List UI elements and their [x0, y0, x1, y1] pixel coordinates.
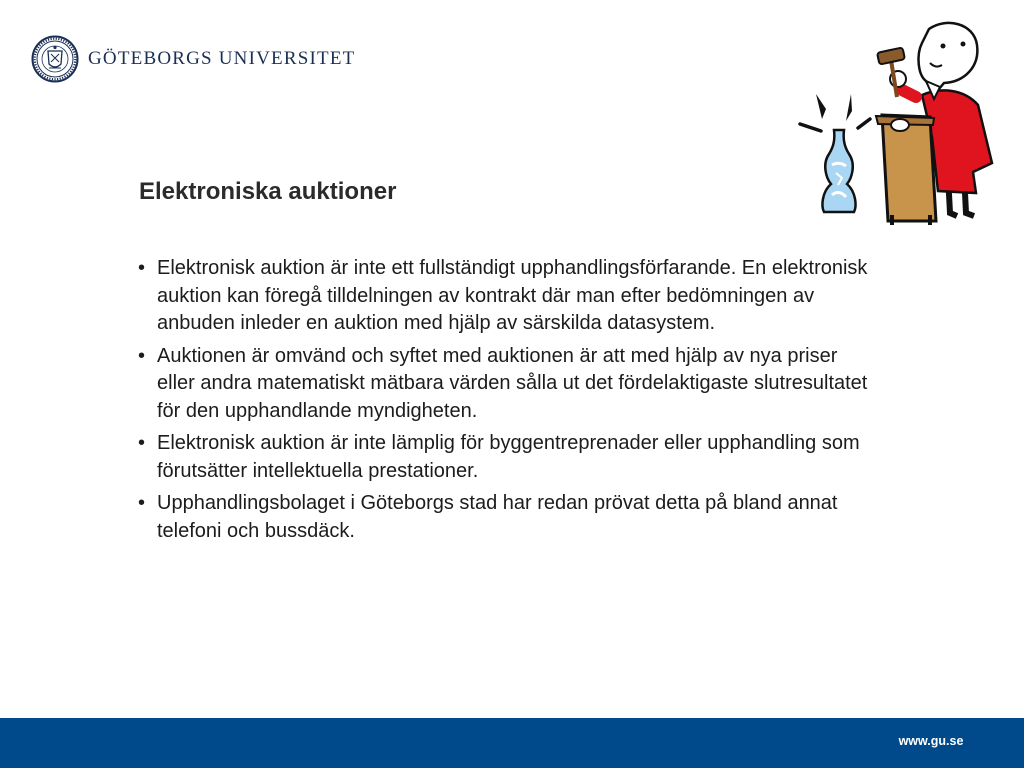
bullet-text: Auktionen är omvänd och syftet med auktionen är att med hjälp av nya priser eller andra matematiskt mätbara värden sålla ut det fördelaktigaste slutresultatet för den upphandlande myndigheten. — [157, 344, 868, 422]
auctioneer-with-vase-icon — [796, 15, 1000, 227]
slide-title: Elektroniska auktioner — [139, 178, 397, 205]
bullet-text: Upphandlingsbolaget i Göteborgs stad har redan prövat detta på bland annat telefoni och bussdäck. — [157, 492, 838, 542]
bullet-marker: • — [138, 257, 146, 279]
university-logo — [31, 34, 355, 84]
bullet-text: Elektronisk auktion är inte lämplig för byggentreprenader eller upphandling som förutsätter intellektuella prestationer. — [157, 432, 860, 482]
university-name: GÖTEBORGS UNIVERSITET — [88, 48, 356, 69]
bullet-list — [138, 255, 878, 550]
bullet-marker: • — [138, 344, 146, 367]
footer-url: www.gu.se — [898, 734, 964, 748]
bullet-marker: • — [138, 432, 146, 454]
bullet-item — [138, 430, 878, 485]
university-seal-icon — [31, 35, 79, 83]
bullet-item — [138, 255, 878, 338]
bullet-marker: • — [138, 492, 146, 514]
bullet-text: Elektronisk auktion är inte ett fullständigt upphandlingsförfarande. En elektronisk auktion kan föregå tilldelningen av kontrakt där man efter bedömningen av anbuden inleder en auktion med hjälp av särskilda datasystem. — [157, 257, 868, 334]
footer-bar — [0, 718, 1024, 768]
bullet-item — [138, 490, 878, 545]
bullet-item — [138, 343, 878, 426]
